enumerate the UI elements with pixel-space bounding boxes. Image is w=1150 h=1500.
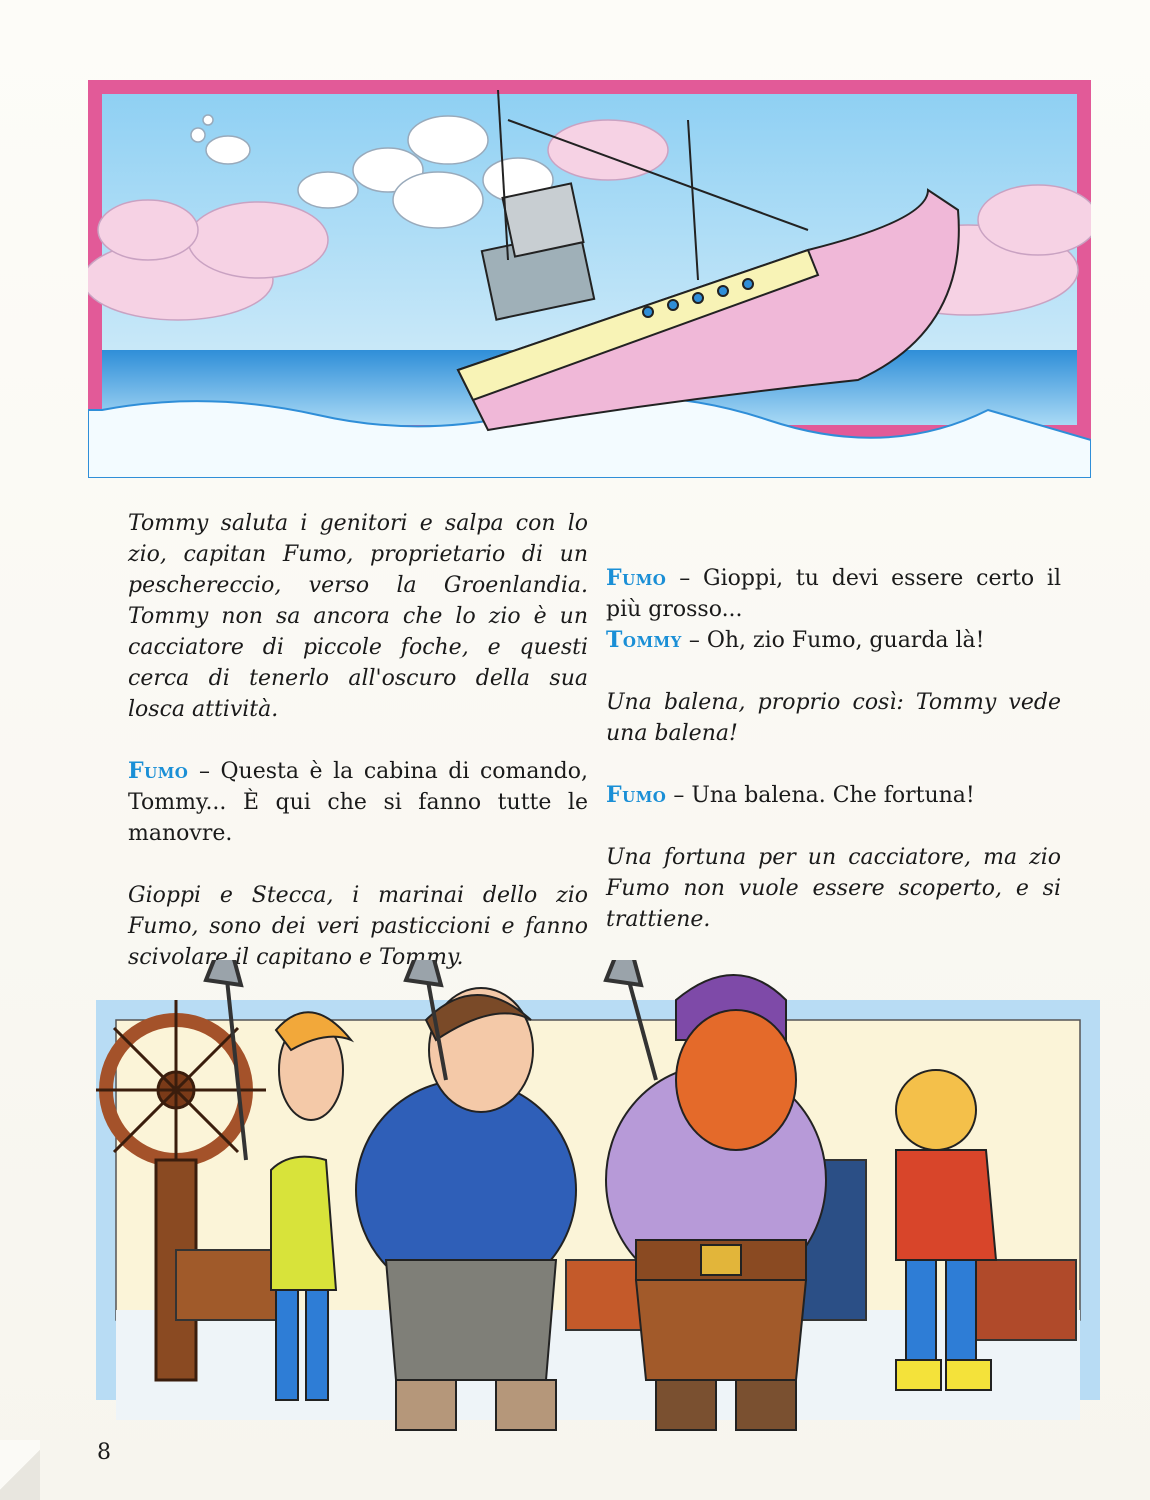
ship-scene — [88, 80, 1091, 478]
right-text-column — [606, 508, 1061, 935]
left-text-column — [128, 508, 588, 973]
dialogue-paragraph — [606, 563, 1061, 625]
narration-paragraph: Una balena, proprio così: Tommy vede una balena! — [606, 690, 1061, 746]
narration-paragraph: Gioppi e Stecca, i marinai dello zio Fumo, sono dei veri pasticcioni e fanno scivolare il capitano e Tommy. — [128, 883, 588, 970]
dialogue-text: – Una balena. Che fortuna! — [673, 783, 975, 808]
speaker-name: Fumo — [606, 565, 667, 591]
dialogue-paragraph — [128, 756, 588, 849]
dialogue-paragraph — [606, 625, 1061, 656]
narration-paragraph: Una fortuna per un cacciatore, ma zio Fumo non vuole essere scoperto, e si trattiene. — [606, 845, 1061, 932]
crew-scene — [96, 960, 1100, 1450]
speaker-name: Fumo — [606, 782, 667, 808]
dialogue-text: – Questa è la cabina di comando, Tommy... È qui che si fanno tutte le manovre. — [128, 759, 588, 846]
dialogue-text: – Oh, zio Fumo, guarda là! — [688, 628, 985, 653]
dialogue-text: – Gioppi, tu devi essere certo il più grosso... — [606, 566, 1061, 622]
ship-illustration — [88, 80, 1091, 478]
speaker-name: Fumo — [128, 758, 189, 784]
page-corner — [0, 1440, 40, 1500]
speaker-name: Tommy — [606, 627, 682, 653]
narration-paragraph: Tommy saluta i genitori e salpa con lo zio, capitan Fumo, proprietario di un peschereccio, verso la Groenlandia. Tommy non sa ancora che lo zio è un cacciatore di piccole foche, e questi cerca di tenerlo all'oscuro della sua losca attività. — [128, 511, 588, 722]
crew-illustration — [96, 960, 1100, 1450]
page-number: 8 — [97, 1440, 111, 1465]
dialogue-paragraph — [606, 780, 1061, 811]
